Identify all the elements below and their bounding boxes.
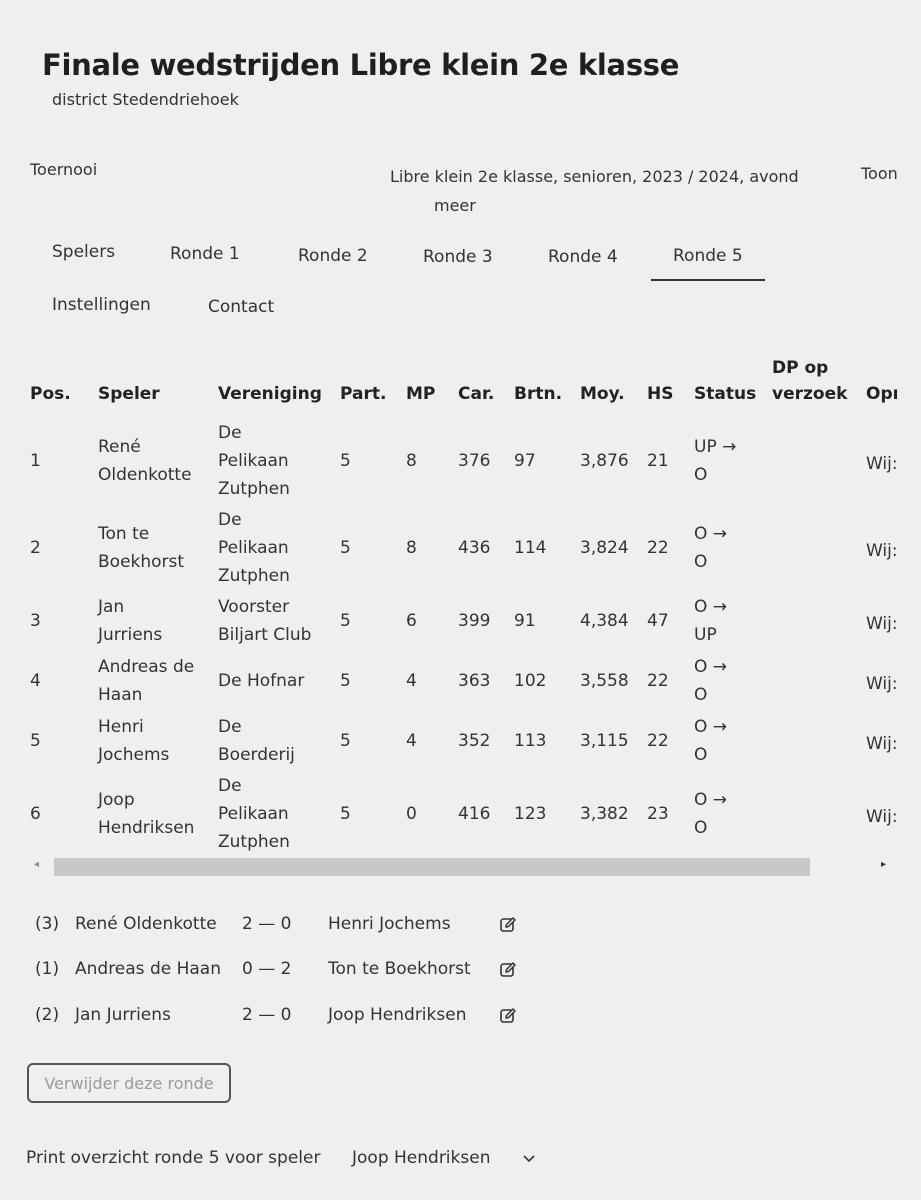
part-text: 5 (340, 538, 351, 558)
club-text: Biljart Club (218, 625, 312, 645)
moy-cell (580, 417, 647, 505)
table-row[interactable] (22, 771, 906, 857)
car-text: 399 (458, 611, 491, 631)
table-row[interactable] (22, 711, 906, 771)
tab-contact[interactable]: Contact (208, 297, 275, 317)
car-cell (458, 771, 514, 857)
mp-cell (406, 711, 458, 771)
status-text: O → (694, 597, 728, 617)
header-status[interactable]: Status (694, 384, 757, 404)
club-text: De (218, 423, 242, 443)
part-cell (340, 711, 406, 771)
car-text: 416 (458, 804, 491, 824)
hs-text: 21 (647, 451, 669, 471)
table-horizontal-scrollbar[interactable] (28, 858, 890, 876)
part-cell (340, 591, 406, 651)
opm-cell[interactable] (866, 505, 906, 591)
moy-text: 4,384 (580, 611, 629, 631)
opm-text: Wij: (866, 734, 898, 754)
status-text: UP (694, 625, 717, 645)
club-text: Pelikaan (218, 538, 289, 558)
header-brtn[interactable]: Brtn. (514, 384, 563, 404)
moy-cell (580, 711, 647, 771)
part-text: 5 (340, 451, 351, 471)
hs-cell (647, 505, 694, 591)
pos-cell (22, 651, 98, 711)
print-player-value: Joop Hendriksen (352, 1148, 491, 1168)
opm-cell[interactable] (866, 711, 906, 771)
pos-text: 3 (30, 611, 41, 631)
status-text: O (694, 745, 708, 765)
pos-text: 1 (30, 451, 41, 471)
club-text: Zutphen (218, 479, 290, 499)
opm-cell[interactable] (866, 591, 906, 651)
dp-cell (772, 417, 866, 505)
match-score: 0 — 2 (242, 959, 292, 979)
header-part[interactable]: Part. (340, 384, 387, 404)
pos-cell (22, 711, 98, 771)
mp-text: 0 (406, 804, 417, 824)
match-player-1: Andreas de Haan (75, 959, 221, 979)
status-cell (694, 591, 772, 651)
pos-cell (22, 591, 98, 651)
club-text: Zutphen (218, 832, 290, 852)
moy-cell (580, 591, 647, 651)
tab-ronde-3[interactable]: Ronde 3 (423, 247, 493, 267)
player-text: Boekhorst (98, 552, 185, 572)
header-opm: Opı (866, 384, 899, 404)
hs-text: 23 (647, 804, 669, 824)
match-player-2: Ton te Boekhorst (328, 959, 471, 979)
header-hs[interactable]: HS (647, 384, 674, 404)
header-vereniging[interactable]: Vereniging (218, 384, 322, 404)
table-row[interactable] (22, 651, 906, 711)
tab-ronde-1[interactable]: Ronde 1 (170, 244, 240, 264)
mp-cell (406, 417, 458, 505)
part-cell (340, 771, 406, 857)
tab-spelers[interactable]: Spelers (52, 242, 116, 262)
status-cell (694, 651, 772, 711)
status-text: O → (694, 717, 728, 737)
match-player-2: Henri Jochems (328, 914, 451, 934)
club-text: Boerderij (218, 745, 295, 765)
player-text: Andreas de (98, 657, 195, 677)
moy-text: 3,876 (580, 451, 629, 471)
club-text: De (218, 510, 242, 530)
status-cell (694, 417, 772, 505)
dp-cell (772, 711, 866, 771)
mp-text: 8 (406, 451, 417, 471)
club-text: Pelikaan (218, 804, 289, 824)
opm-text: Wij: (866, 807, 898, 827)
edit-icon[interactable] (499, 1007, 517, 1030)
player-cell (98, 651, 218, 711)
part-text: 5 (340, 611, 351, 631)
club-cell (218, 417, 340, 505)
status-cell (694, 771, 772, 857)
standings-table (22, 355, 906, 857)
header-dp-op-verzoek[interactable] (772, 355, 866, 417)
brtn-text: 113 (514, 731, 547, 751)
header-speler[interactable]: Speler (98, 384, 160, 404)
opm-text: Wij: (866, 614, 898, 634)
mp-cell (406, 771, 458, 857)
scroll-left-arrow[interactable]: ◂ (34, 859, 40, 870)
brtn-cell (514, 417, 580, 505)
opm-cell[interactable] (866, 771, 906, 857)
club-text: Pelikaan (218, 451, 289, 471)
club-text: Zutphen (218, 566, 290, 586)
hs-text: 22 (647, 671, 669, 691)
status-text: O (694, 465, 708, 485)
hs-text: 22 (647, 731, 669, 751)
status-text: O → (694, 524, 728, 544)
active-tab-indicator (651, 279, 765, 281)
brtn-cell (514, 591, 580, 651)
player-text: Jochems (98, 745, 170, 765)
club-cell (218, 711, 340, 771)
status-text: O (694, 685, 708, 705)
match-row (35, 959, 555, 985)
pos-text: 4 (30, 671, 41, 691)
hs-text: 47 (647, 611, 669, 631)
status-cell (694, 505, 772, 591)
hs-cell (647, 771, 694, 857)
player-cell (98, 591, 218, 651)
hs-cell (647, 417, 694, 505)
part-cell (340, 417, 406, 505)
player-text: Jan (98, 597, 125, 617)
car-text: 436 (458, 538, 491, 558)
status-text: O → (694, 790, 728, 810)
status-cell (694, 711, 772, 771)
club-text: De (218, 717, 242, 737)
car-cell (458, 417, 514, 505)
mp-cell (406, 505, 458, 591)
moy-cell (580, 505, 647, 591)
header-dp-line1: DP op (772, 358, 829, 378)
page-subtitle: district Stedendriehoek (52, 90, 239, 109)
dp-cell (772, 771, 866, 857)
edit-icon[interactable] (499, 961, 517, 984)
scroll-right-arrow[interactable]: ▸ (880, 859, 886, 870)
dp-cell (772, 505, 866, 591)
mp-text: 4 (406, 731, 417, 751)
car-cell (458, 505, 514, 591)
brtn-cell (514, 651, 580, 711)
header-moy[interactable]: Moy. (580, 384, 625, 404)
status-text: O (694, 552, 708, 572)
player-text: Ton te (98, 524, 150, 544)
match-player-1: Jan Jurriens (75, 1005, 171, 1025)
opm-text: Wij: (866, 454, 898, 474)
opm-text: Wij: (866, 541, 898, 561)
part-cell (340, 505, 406, 591)
mp-cell (406, 651, 458, 711)
player-text: René (98, 437, 141, 457)
moy-text: 3,115 (580, 731, 629, 751)
player-text: Jurriens (98, 625, 163, 645)
match-player-1: René Oldenkotte (75, 914, 217, 934)
moy-text: 3,382 (580, 804, 629, 824)
pos-text: 5 (30, 731, 41, 751)
club-text: De Hofnar (218, 671, 305, 691)
club-cell (218, 591, 340, 651)
mp-cell (406, 591, 458, 651)
status-text: O → (694, 657, 728, 677)
moy-cell (580, 651, 647, 711)
player-cell (98, 711, 218, 771)
pos-text: 2 (30, 538, 41, 558)
moy-cell (580, 771, 647, 857)
brtn-text: 91 (514, 611, 536, 631)
pos-cell (22, 771, 98, 857)
part-cell (340, 651, 406, 711)
brtn-text: 102 (514, 671, 547, 691)
club-text: Voorster (218, 597, 290, 617)
hs-cell (647, 591, 694, 651)
car-text: 352 (458, 731, 491, 751)
player-cell (98, 417, 218, 505)
toggle-button[interactable]: Toon (861, 164, 898, 183)
car-text: 376 (458, 451, 491, 471)
tournament-description (390, 162, 830, 220)
status-text: UP → (694, 437, 737, 457)
car-cell (458, 711, 514, 771)
player-text: Joop (98, 790, 135, 810)
delete-round-button[interactable]: Verwijder deze ronde (27, 1063, 231, 1103)
tournament-description-text: Libre klein 2e klasse, senioren, 2023 / 2024, avond (390, 167, 799, 186)
car-cell (458, 651, 514, 711)
header-pos[interactable]: Pos. (30, 384, 71, 404)
header-dp-line2: verzoek (772, 384, 848, 404)
brtn-cell (514, 505, 580, 591)
match-player-2: Joop Hendriksen (328, 1005, 467, 1025)
brtn-cell (514, 771, 580, 857)
pos-cell (22, 505, 98, 591)
moy-text: 3,558 (580, 671, 629, 691)
match-row (35, 914, 555, 940)
car-text: 363 (458, 671, 491, 691)
match-table-number: (2) (35, 1005, 60, 1025)
hs-text: 22 (647, 538, 669, 558)
print-player-select[interactable] (352, 1148, 490, 1168)
tab-ronde-5[interactable]: Ronde 5 (673, 246, 743, 266)
mp-text: 4 (406, 671, 417, 691)
page-title: Finale wedstrijden Libre klein 2e klasse (42, 48, 680, 82)
brtn-text: 114 (514, 538, 547, 558)
match-score: 2 — 0 (242, 914, 292, 934)
car-cell (458, 591, 514, 651)
brtn-cell (514, 711, 580, 771)
player-text: Haan (98, 685, 143, 705)
part-text: 5 (340, 671, 351, 691)
opm-cell[interactable] (866, 417, 906, 505)
tournament-label: Toernooi (30, 160, 98, 179)
dp-cell (772, 591, 866, 651)
status-text: O (694, 818, 708, 838)
match-row (35, 1005, 555, 1031)
match-table-number: (1) (35, 959, 60, 979)
hs-cell (647, 651, 694, 711)
mp-text: 6 (406, 611, 417, 631)
club-cell (218, 651, 340, 711)
moy-text: 3,824 (580, 538, 629, 558)
player-text: Henri (98, 717, 144, 737)
dp-cell (772, 651, 866, 711)
brtn-text: 123 (514, 804, 547, 824)
player-text: Oldenkotte (98, 465, 192, 485)
player-cell (98, 505, 218, 591)
table-header-row (22, 355, 906, 417)
player-cell (98, 771, 218, 857)
tournament-more-link[interactable]: meer (434, 196, 476, 215)
part-text: 5 (340, 804, 351, 824)
club-text: De (218, 776, 242, 796)
chevron-down-icon[interactable] (522, 1150, 536, 1170)
pos-cell (22, 417, 98, 505)
part-text: 5 (340, 731, 351, 751)
table-row[interactable] (22, 591, 906, 651)
mp-text: 8 (406, 538, 417, 558)
club-cell (218, 505, 340, 591)
match-score: 2 — 0 (242, 1005, 292, 1025)
print-label: Print overzicht ronde 5 voor speler (26, 1148, 321, 1168)
tab-instellingen[interactable]: Instellingen (52, 295, 151, 315)
player-text: Hendriksen (98, 818, 195, 838)
club-cell (218, 771, 340, 857)
pos-text: 6 (30, 804, 41, 824)
tab-ronde-4[interactable]: Ronde 4 (548, 247, 618, 267)
header-car[interactable]: Car. (458, 384, 495, 404)
tab-ronde-2[interactable]: Ronde 2 (298, 246, 368, 266)
table-row[interactable] (22, 505, 906, 591)
brtn-text: 97 (514, 451, 536, 471)
table-row[interactable] (22, 417, 906, 505)
scrollbar-thumb[interactable] (54, 858, 810, 876)
edit-icon[interactable] (499, 916, 517, 939)
hs-cell (647, 711, 694, 771)
opm-cell[interactable] (866, 651, 906, 711)
match-table-number: (3) (35, 914, 60, 934)
opm-text: Wij: (866, 674, 898, 694)
print-overview-row (26, 1148, 626, 1174)
header-mp[interactable]: MP (406, 384, 436, 404)
